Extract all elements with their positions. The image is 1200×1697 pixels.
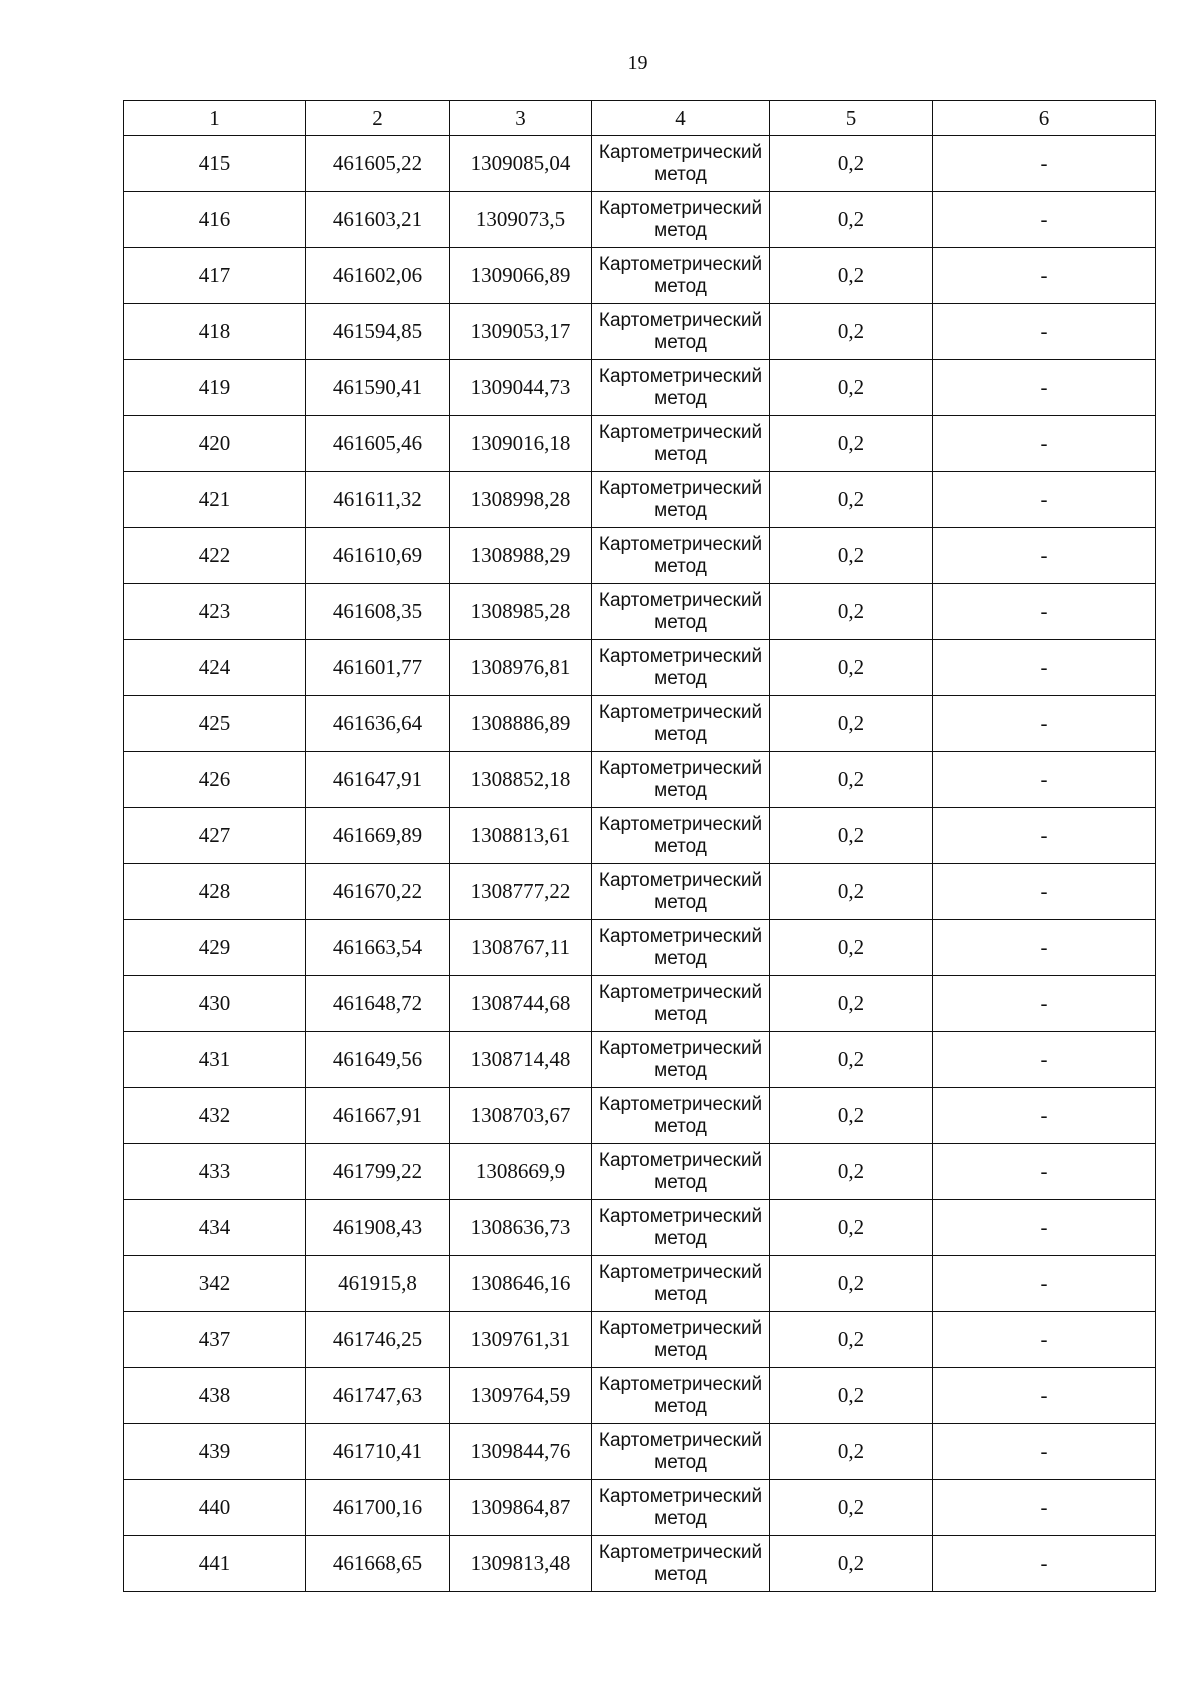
method-line-2: метод — [654, 499, 707, 521]
method-line-1: Картометрический — [598, 197, 763, 219]
coordinates-table — [123, 100, 1156, 1592]
method-line-1: Картометрический — [598, 1429, 763, 1451]
accuracy-cell: 0,2 — [770, 528, 933, 584]
table-row — [124, 136, 1156, 192]
method-line-1: Картометрический — [598, 141, 763, 163]
point-number-cell: 427 — [124, 808, 306, 864]
point-number-cell: 424 — [124, 640, 306, 696]
method-line-2: метод — [654, 387, 707, 409]
page-number: 19 — [627, 52, 648, 74]
table-row — [124, 976, 1156, 1032]
y-coordinate-cell: 1308988,29 — [450, 528, 592, 584]
method-cell — [592, 1424, 770, 1480]
method-line-1: Картометрический — [598, 813, 763, 835]
method-cell — [592, 696, 770, 752]
method-line-2: метод — [654, 1339, 707, 1361]
table-row — [124, 192, 1156, 248]
y-coordinate-cell: 1308636,73 — [450, 1200, 592, 1256]
method-cell — [592, 416, 770, 472]
table-row — [124, 640, 1156, 696]
table-row — [124, 1032, 1156, 1088]
method-line-2: метод — [654, 611, 707, 633]
method-line-2: метод — [654, 1451, 707, 1473]
accuracy-cell: 0,2 — [770, 640, 933, 696]
point-number-cell: 431 — [124, 1032, 306, 1088]
table-row — [124, 584, 1156, 640]
note-cell: - — [933, 1256, 1156, 1312]
note-cell: - — [933, 584, 1156, 640]
y-coordinate-cell: 1308852,18 — [450, 752, 592, 808]
header-col-4: 4 — [592, 101, 770, 136]
table-row — [124, 528, 1156, 584]
x-coordinate-cell: 461602,06 — [306, 248, 450, 304]
table-header — [124, 101, 1156, 136]
note-cell: - — [933, 136, 1156, 192]
point-number-cell: 438 — [124, 1368, 306, 1424]
accuracy-cell: 0,2 — [770, 1480, 933, 1536]
x-coordinate-cell: 461799,22 — [306, 1144, 450, 1200]
accuracy-cell: 0,2 — [770, 1032, 933, 1088]
y-coordinate-cell: 1309813,48 — [450, 1536, 592, 1592]
method-line-1: Картометрический — [598, 365, 763, 387]
point-number-cell: 416 — [124, 192, 306, 248]
x-coordinate-cell: 461648,72 — [306, 976, 450, 1032]
note-cell: - — [933, 1424, 1156, 1480]
method-line-2: метод — [654, 891, 707, 913]
method-cell — [592, 1480, 770, 1536]
note-cell: - — [933, 1536, 1156, 1592]
method-line-1: Картометрический — [598, 1205, 763, 1227]
table-row — [124, 248, 1156, 304]
note-cell: - — [933, 1088, 1156, 1144]
point-number-cell: 417 — [124, 248, 306, 304]
method-cell — [592, 472, 770, 528]
table-row — [124, 864, 1156, 920]
note-cell: - — [933, 752, 1156, 808]
x-coordinate-cell: 461670,22 — [306, 864, 450, 920]
x-coordinate-cell: 461605,46 — [306, 416, 450, 472]
header-col-6: 6 — [933, 101, 1156, 136]
point-number-cell: 420 — [124, 416, 306, 472]
table-row — [124, 1144, 1156, 1200]
y-coordinate-cell: 1308813,61 — [450, 808, 592, 864]
method-line-1: Картометрический — [598, 645, 763, 667]
point-number-cell: 432 — [124, 1088, 306, 1144]
method-line-2: метод — [654, 1395, 707, 1417]
method-line-2: метод — [654, 1003, 707, 1025]
method-line-2: метод — [654, 835, 707, 857]
note-cell: - — [933, 920, 1156, 976]
note-cell: - — [933, 416, 1156, 472]
method-line-2: метод — [654, 1227, 707, 1249]
accuracy-cell: 0,2 — [770, 864, 933, 920]
method-line-2: метод — [654, 331, 707, 353]
y-coordinate-cell: 1309044,73 — [450, 360, 592, 416]
point-number-cell: 421 — [124, 472, 306, 528]
point-number-cell: 429 — [124, 920, 306, 976]
accuracy-cell: 0,2 — [770, 304, 933, 360]
method-line-1: Картометрический — [598, 1261, 763, 1283]
header-row — [124, 101, 1156, 136]
accuracy-cell: 0,2 — [770, 920, 933, 976]
method-line-2: метод — [654, 555, 707, 577]
method-line-1: Картометрический — [598, 1541, 763, 1563]
table-row — [124, 1312, 1156, 1368]
accuracy-cell: 0,2 — [770, 416, 933, 472]
table-body — [124, 136, 1156, 1592]
method-cell — [592, 136, 770, 192]
note-cell: - — [933, 808, 1156, 864]
method-cell — [592, 920, 770, 976]
point-number-cell: 437 — [124, 1312, 306, 1368]
y-coordinate-cell: 1309085,04 — [450, 136, 592, 192]
header-col-1: 1 — [124, 101, 306, 136]
table-row — [124, 1368, 1156, 1424]
note-cell: - — [933, 1032, 1156, 1088]
y-coordinate-cell: 1308744,68 — [450, 976, 592, 1032]
accuracy-cell: 0,2 — [770, 1312, 933, 1368]
y-coordinate-cell: 1309864,87 — [450, 1480, 592, 1536]
point-number-cell: 439 — [124, 1424, 306, 1480]
y-coordinate-cell: 1308998,28 — [450, 472, 592, 528]
method-cell — [592, 1144, 770, 1200]
method-cell — [592, 528, 770, 584]
method-line-2: метод — [654, 163, 707, 185]
note-cell: - — [933, 304, 1156, 360]
table-row — [124, 920, 1156, 976]
table-row — [124, 360, 1156, 416]
x-coordinate-cell: 461611,32 — [306, 472, 450, 528]
accuracy-cell: 0,2 — [770, 584, 933, 640]
point-number-cell: 430 — [124, 976, 306, 1032]
method-line-2: метод — [654, 1115, 707, 1137]
method-cell — [592, 1256, 770, 1312]
x-coordinate-cell: 461667,91 — [306, 1088, 450, 1144]
accuracy-cell: 0,2 — [770, 808, 933, 864]
table-row — [124, 1424, 1156, 1480]
table-row — [124, 472, 1156, 528]
note-cell: - — [933, 1368, 1156, 1424]
table-row — [124, 752, 1156, 808]
note-cell: - — [933, 1144, 1156, 1200]
method-cell — [592, 304, 770, 360]
method-cell — [592, 640, 770, 696]
point-number-cell: 441 — [124, 1536, 306, 1592]
header-col-5: 5 — [770, 101, 933, 136]
method-cell — [592, 584, 770, 640]
method-cell — [592, 1536, 770, 1592]
method-line-2: метод — [654, 443, 707, 465]
method-line-2: метод — [654, 275, 707, 297]
accuracy-cell: 0,2 — [770, 696, 933, 752]
method-line-1: Картометрический — [598, 1485, 763, 1507]
note-cell: - — [933, 360, 1156, 416]
accuracy-cell: 0,2 — [770, 1144, 933, 1200]
method-line-1: Картометрический — [598, 925, 763, 947]
method-line-1: Картометрический — [598, 981, 763, 1003]
table-row — [124, 1088, 1156, 1144]
method-cell — [592, 248, 770, 304]
method-line-1: Картометрический — [598, 477, 763, 499]
accuracy-cell: 0,2 — [770, 1424, 933, 1480]
method-line-1: Картометрический — [598, 1373, 763, 1395]
point-number-cell: 426 — [124, 752, 306, 808]
point-number-cell: 415 — [124, 136, 306, 192]
y-coordinate-cell: 1308976,81 — [450, 640, 592, 696]
x-coordinate-cell: 461590,41 — [306, 360, 450, 416]
method-cell — [592, 360, 770, 416]
x-coordinate-cell: 461636,64 — [306, 696, 450, 752]
method-line-1: Картометрический — [598, 869, 763, 891]
method-line-1: Картометрический — [598, 1149, 763, 1171]
header-col-3: 3 — [450, 101, 592, 136]
x-coordinate-cell: 461915,8 — [306, 1256, 450, 1312]
method-line-1: Картометрический — [598, 1093, 763, 1115]
method-line-2: метод — [654, 667, 707, 689]
method-cell — [592, 1088, 770, 1144]
y-coordinate-cell: 1309016,18 — [450, 416, 592, 472]
point-number-cell: 428 — [124, 864, 306, 920]
accuracy-cell: 0,2 — [770, 1368, 933, 1424]
method-line-1: Картометрический — [598, 253, 763, 275]
method-line-2: метод — [654, 779, 707, 801]
note-cell: - — [933, 864, 1156, 920]
accuracy-cell: 0,2 — [770, 136, 933, 192]
method-line-2: метод — [654, 219, 707, 241]
method-line-1: Картометрический — [598, 421, 763, 443]
table-row — [124, 416, 1156, 472]
method-line-2: метод — [654, 1059, 707, 1081]
y-coordinate-cell: 1309844,76 — [450, 1424, 592, 1480]
note-cell: - — [933, 1480, 1156, 1536]
x-coordinate-cell: 461647,91 — [306, 752, 450, 808]
method-line-2: метод — [654, 947, 707, 969]
note-cell: - — [933, 248, 1156, 304]
x-coordinate-cell: 461668,65 — [306, 1536, 450, 1592]
method-cell — [592, 1032, 770, 1088]
x-coordinate-cell: 461747,63 — [306, 1368, 450, 1424]
method-line-1: Картометрический — [598, 533, 763, 555]
point-number-cell: 422 — [124, 528, 306, 584]
method-line-2: метод — [654, 1563, 707, 1585]
method-cell — [592, 808, 770, 864]
note-cell: - — [933, 976, 1156, 1032]
point-number-cell: 434 — [124, 1200, 306, 1256]
y-coordinate-cell: 1308767,11 — [450, 920, 592, 976]
point-number-cell: 419 — [124, 360, 306, 416]
point-number-cell: 423 — [124, 584, 306, 640]
method-cell — [592, 976, 770, 1032]
x-coordinate-cell: 461594,85 — [306, 304, 450, 360]
method-line-1: Картометрический — [598, 1037, 763, 1059]
accuracy-cell: 0,2 — [770, 1200, 933, 1256]
method-line-2: метод — [654, 723, 707, 745]
y-coordinate-cell: 1308985,28 — [450, 584, 592, 640]
point-number-cell: 440 — [124, 1480, 306, 1536]
method-line-1: Картометрический — [598, 589, 763, 611]
y-coordinate-cell: 1308703,67 — [450, 1088, 592, 1144]
y-coordinate-cell: 1308669,9 — [450, 1144, 592, 1200]
x-coordinate-cell: 461700,16 — [306, 1480, 450, 1536]
method-line-2: метод — [654, 1507, 707, 1529]
method-cell — [592, 1200, 770, 1256]
note-cell: - — [933, 640, 1156, 696]
point-number-cell: 418 — [124, 304, 306, 360]
method-cell — [592, 1312, 770, 1368]
x-coordinate-cell: 461710,41 — [306, 1424, 450, 1480]
accuracy-cell: 0,2 — [770, 1088, 933, 1144]
method-line-1: Картометрический — [598, 309, 763, 331]
note-cell: - — [933, 472, 1156, 528]
accuracy-cell: 0,2 — [770, 192, 933, 248]
accuracy-cell: 0,2 — [770, 360, 933, 416]
note-cell: - — [933, 1312, 1156, 1368]
note-cell: - — [933, 1200, 1156, 1256]
point-number-cell: 433 — [124, 1144, 306, 1200]
table-row — [124, 696, 1156, 752]
accuracy-cell: 0,2 — [770, 472, 933, 528]
accuracy-cell: 0,2 — [770, 1256, 933, 1312]
x-coordinate-cell: 461610,69 — [306, 528, 450, 584]
table-row — [124, 1256, 1156, 1312]
method-line-1: Картометрический — [598, 757, 763, 779]
point-number-cell: 342 — [124, 1256, 306, 1312]
method-cell — [592, 192, 770, 248]
x-coordinate-cell: 461746,25 — [306, 1312, 450, 1368]
y-coordinate-cell: 1308646,16 — [450, 1256, 592, 1312]
y-coordinate-cell: 1309761,31 — [450, 1312, 592, 1368]
table-row — [124, 304, 1156, 360]
x-coordinate-cell: 461608,35 — [306, 584, 450, 640]
note-cell: - — [933, 528, 1156, 584]
accuracy-cell: 0,2 — [770, 752, 933, 808]
note-cell: - — [933, 696, 1156, 752]
table-row — [124, 1536, 1156, 1592]
point-number-cell: 425 — [124, 696, 306, 752]
y-coordinate-cell: 1308714,48 — [450, 1032, 592, 1088]
table-row — [124, 1480, 1156, 1536]
y-coordinate-cell: 1309053,17 — [450, 304, 592, 360]
y-coordinate-cell: 1309764,59 — [450, 1368, 592, 1424]
y-coordinate-cell: 1309066,89 — [450, 248, 592, 304]
table-row — [124, 808, 1156, 864]
x-coordinate-cell: 461663,54 — [306, 920, 450, 976]
x-coordinate-cell: 461605,22 — [306, 136, 450, 192]
y-coordinate-cell: 1308777,22 — [450, 864, 592, 920]
header-col-2: 2 — [306, 101, 450, 136]
method-cell — [592, 864, 770, 920]
x-coordinate-cell: 461649,56 — [306, 1032, 450, 1088]
table-row — [124, 1200, 1156, 1256]
x-coordinate-cell: 461908,43 — [306, 1200, 450, 1256]
method-line-1: Картометрический — [598, 701, 763, 723]
x-coordinate-cell: 461603,21 — [306, 192, 450, 248]
method-line-2: метод — [654, 1171, 707, 1193]
method-line-1: Картометрический — [598, 1317, 763, 1339]
method-cell — [592, 1368, 770, 1424]
accuracy-cell: 0,2 — [770, 248, 933, 304]
note-cell: - — [933, 192, 1156, 248]
x-coordinate-cell: 461669,89 — [306, 808, 450, 864]
y-coordinate-cell: 1309073,5 — [450, 192, 592, 248]
y-coordinate-cell: 1308886,89 — [450, 696, 592, 752]
method-cell — [592, 752, 770, 808]
x-coordinate-cell: 461601,77 — [306, 640, 450, 696]
accuracy-cell: 0,2 — [770, 976, 933, 1032]
method-line-2: метод — [654, 1283, 707, 1305]
accuracy-cell: 0,2 — [770, 1536, 933, 1592]
